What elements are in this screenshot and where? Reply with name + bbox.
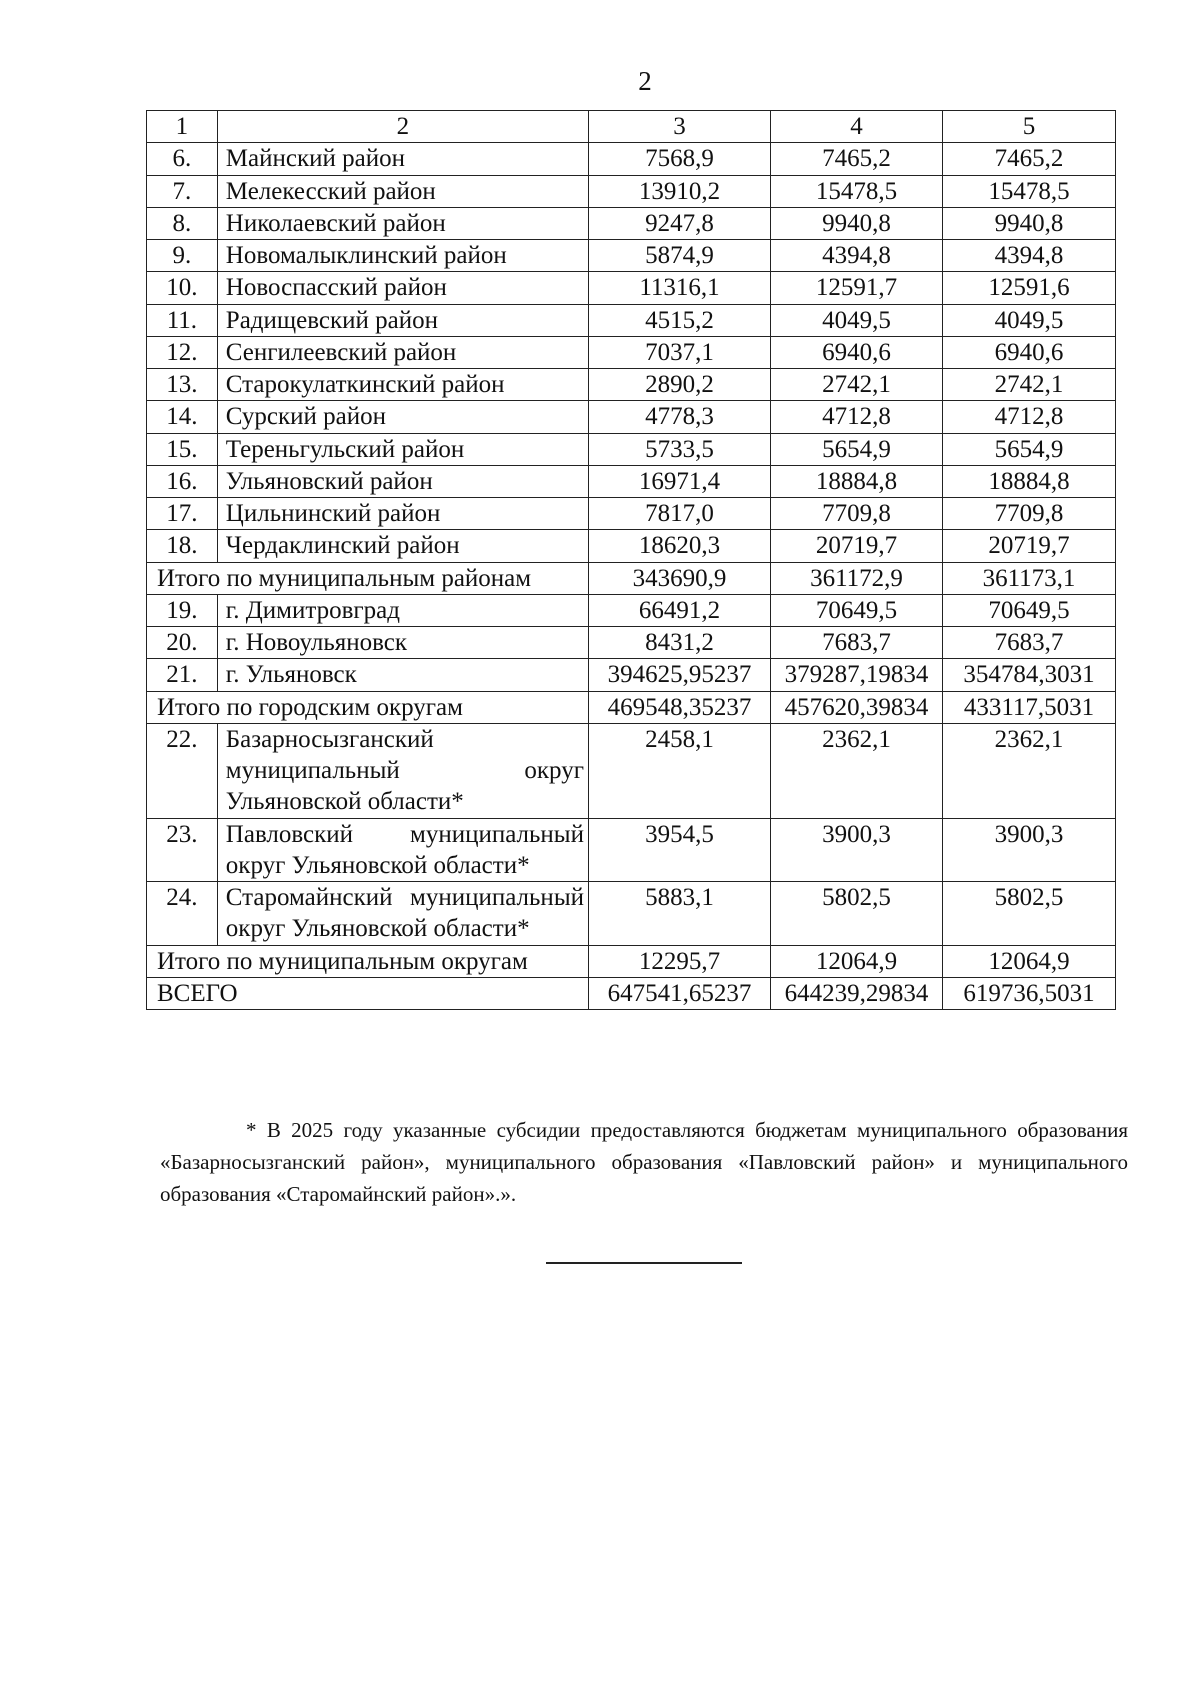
value-col-5: 15478,5	[943, 175, 1116, 207]
value-col-4: 5654,9	[771, 433, 943, 465]
row-number: 11.	[147, 304, 218, 336]
value-col-3: 18620,3	[589, 530, 771, 562]
total-label: ВСЕГО	[147, 977, 589, 1009]
value-col-3: 16971,4	[589, 465, 771, 497]
row-number: 15.	[147, 433, 218, 465]
row-number: 23.	[147, 818, 218, 882]
municipality-name: Сенгилеевский район	[217, 336, 588, 368]
value-col-5: 6940,6	[943, 336, 1116, 368]
municipality-name: Цильнинский район	[217, 498, 588, 530]
header-cell: 4	[771, 111, 943, 143]
value-col-4: 20719,7	[771, 530, 943, 562]
value-col-4: 644239,29834	[771, 977, 943, 1009]
table-row	[147, 882, 1116, 946]
value-col-4: 9940,8	[771, 207, 943, 239]
value-col-5: 354784,3031	[943, 659, 1116, 691]
row-number: 10.	[147, 272, 218, 304]
row-number: 8.	[147, 207, 218, 239]
municipality-name: Чердаклинский район	[217, 530, 588, 562]
value-col-4: 4394,8	[771, 240, 943, 272]
value-col-4: 12591,7	[771, 272, 943, 304]
value-col-5: 619736,5031	[943, 977, 1116, 1009]
value-col-4: 5802,5	[771, 882, 943, 946]
row-number: 19.	[147, 594, 218, 626]
value-col-3: 7817,0	[589, 498, 771, 530]
value-col-3: 5874,9	[589, 240, 771, 272]
table-row	[147, 818, 1116, 882]
value-col-3: 8431,2	[589, 627, 771, 659]
value-col-5: 4049,5	[943, 304, 1116, 336]
municipality-name: Николаевский район	[217, 207, 588, 239]
value-col-3: 12295,7	[589, 945, 771, 977]
row-number: 12.	[147, 336, 218, 368]
value-col-3: 4778,3	[589, 401, 771, 433]
table-row	[147, 530, 1116, 562]
header-cell: 3	[589, 111, 771, 143]
end-rule	[546, 1262, 742, 1264]
value-col-3: 2458,1	[589, 723, 771, 818]
value-col-3: 9247,8	[589, 207, 771, 239]
total-row	[147, 945, 1116, 977]
total-row	[147, 562, 1116, 594]
value-col-5: 433117,5031	[943, 691, 1116, 723]
table-row	[147, 723, 1116, 818]
value-col-4: 2362,1	[771, 723, 943, 818]
value-col-3: 647541,65237	[589, 977, 771, 1009]
table-row	[147, 240, 1116, 272]
value-col-4: 2742,1	[771, 369, 943, 401]
municipality-name: Новоспасский район	[217, 272, 588, 304]
table-row	[147, 336, 1116, 368]
table-header-row	[147, 111, 1116, 143]
municipality-name: г. Новоульяновск	[217, 627, 588, 659]
value-col-5: 20719,7	[943, 530, 1116, 562]
value-col-5: 5654,9	[943, 433, 1116, 465]
value-col-3: 343690,9	[589, 562, 771, 594]
value-col-4: 457620,39834	[771, 691, 943, 723]
municipality-name: Базарносызганский муниципальный округ Ульяновской области*	[217, 723, 588, 818]
table-row	[147, 175, 1116, 207]
value-col-5: 3900,3	[943, 818, 1116, 882]
municipality-name: Ульяновский район	[217, 465, 588, 497]
row-number: 18.	[147, 530, 218, 562]
value-col-5: 5802,5	[943, 882, 1116, 946]
row-number: 24.	[147, 882, 218, 946]
value-col-5: 7465,2	[943, 143, 1116, 175]
municipality-name: г. Димитровград	[217, 594, 588, 626]
row-number: 14.	[147, 401, 218, 433]
value-col-3: 7037,1	[589, 336, 771, 368]
table-row	[147, 401, 1116, 433]
total-row	[147, 691, 1116, 723]
table-row	[147, 498, 1116, 530]
value-col-4: 4712,8	[771, 401, 943, 433]
table-row	[147, 465, 1116, 497]
value-col-3: 5883,1	[589, 882, 771, 946]
footnote: * В 2025 году указанные субсидии предоставляются бюджетам муниципального образования «Базарносызганский район», муниципального образования «Павловский район» и муниципального образования «Старомайнский район».».	[160, 1118, 1128, 1206]
municipality-name: Сурский район	[217, 401, 588, 433]
table-row	[147, 272, 1116, 304]
total-row	[147, 977, 1116, 1009]
table-row	[147, 369, 1116, 401]
value-col-4: 3900,3	[771, 818, 943, 882]
value-col-4: 7709,8	[771, 498, 943, 530]
row-number: 17.	[147, 498, 218, 530]
value-col-4: 6940,6	[771, 336, 943, 368]
value-col-4: 361172,9	[771, 562, 943, 594]
value-col-4: 7465,2	[771, 143, 943, 175]
municipality-name: г. Ульяновск	[217, 659, 588, 691]
value-col-5: 4712,8	[943, 401, 1116, 433]
value-col-4: 12064,9	[771, 945, 943, 977]
value-col-4: 15478,5	[771, 175, 943, 207]
header-cell: 1	[147, 111, 218, 143]
table-row	[147, 627, 1116, 659]
value-col-3: 2890,2	[589, 369, 771, 401]
value-col-4: 4049,5	[771, 304, 943, 336]
subsidy-table	[146, 110, 1116, 1010]
municipality-name: Тереньгульский район	[217, 433, 588, 465]
value-col-5: 2362,1	[943, 723, 1116, 818]
value-col-3: 5733,5	[589, 433, 771, 465]
value-col-5: 9940,8	[943, 207, 1116, 239]
value-col-5: 12591,6	[943, 272, 1116, 304]
value-col-4: 7683,7	[771, 627, 943, 659]
table-row	[147, 594, 1116, 626]
value-col-4: 18884,8	[771, 465, 943, 497]
value-col-5: 18884,8	[943, 465, 1116, 497]
row-number: 9.	[147, 240, 218, 272]
value-col-3: 3954,5	[589, 818, 771, 882]
value-col-3: 7568,9	[589, 143, 771, 175]
value-col-3: 66491,2	[589, 594, 771, 626]
total-label: Итого по муниципальным округам	[147, 945, 589, 977]
table-row	[147, 433, 1116, 465]
value-col-5: 7709,8	[943, 498, 1116, 530]
municipality-name: Майнский район	[217, 143, 588, 175]
municipality-name: Мелекесский район	[217, 175, 588, 207]
row-number: 20.	[147, 627, 218, 659]
value-col-4: 70649,5	[771, 594, 943, 626]
total-label: Итого по городским округам	[147, 691, 589, 723]
municipality-name: Радищевский район	[217, 304, 588, 336]
table-row	[147, 143, 1116, 175]
page-number: 2	[638, 66, 652, 96]
value-col-3: 4515,2	[589, 304, 771, 336]
table-row	[147, 304, 1116, 336]
value-col-5: 12064,9	[943, 945, 1116, 977]
row-number: 16.	[147, 465, 218, 497]
municipality-name: Павловский муниципальный округ Ульяновской области*	[217, 818, 588, 882]
table-row	[147, 659, 1116, 691]
municipality-name: Старокулаткинский район	[217, 369, 588, 401]
value-col-4: 379287,19834	[771, 659, 943, 691]
header-cell: 2	[217, 111, 588, 143]
value-col-5: 70649,5	[943, 594, 1116, 626]
municipality-name: Старомайнский муниципальный округ Ульяновской области*	[217, 882, 588, 946]
row-number: 21.	[147, 659, 218, 691]
value-col-3: 394625,95237	[589, 659, 771, 691]
value-col-5: 2742,1	[943, 369, 1116, 401]
row-number: 7.	[147, 175, 218, 207]
value-col-5: 4394,8	[943, 240, 1116, 272]
value-col-3: 13910,2	[589, 175, 771, 207]
value-col-3: 11316,1	[589, 272, 771, 304]
header-cell: 5	[943, 111, 1116, 143]
value-col-3: 469548,35237	[589, 691, 771, 723]
row-number: 6.	[147, 143, 218, 175]
value-col-5: 7683,7	[943, 627, 1116, 659]
municipality-name: Новомалыклинский район	[217, 240, 588, 272]
row-number: 13.	[147, 369, 218, 401]
table-row	[147, 207, 1116, 239]
value-col-5: 361173,1	[943, 562, 1116, 594]
row-number: 22.	[147, 723, 218, 818]
total-label: Итого по муниципальным районам	[147, 562, 589, 594]
